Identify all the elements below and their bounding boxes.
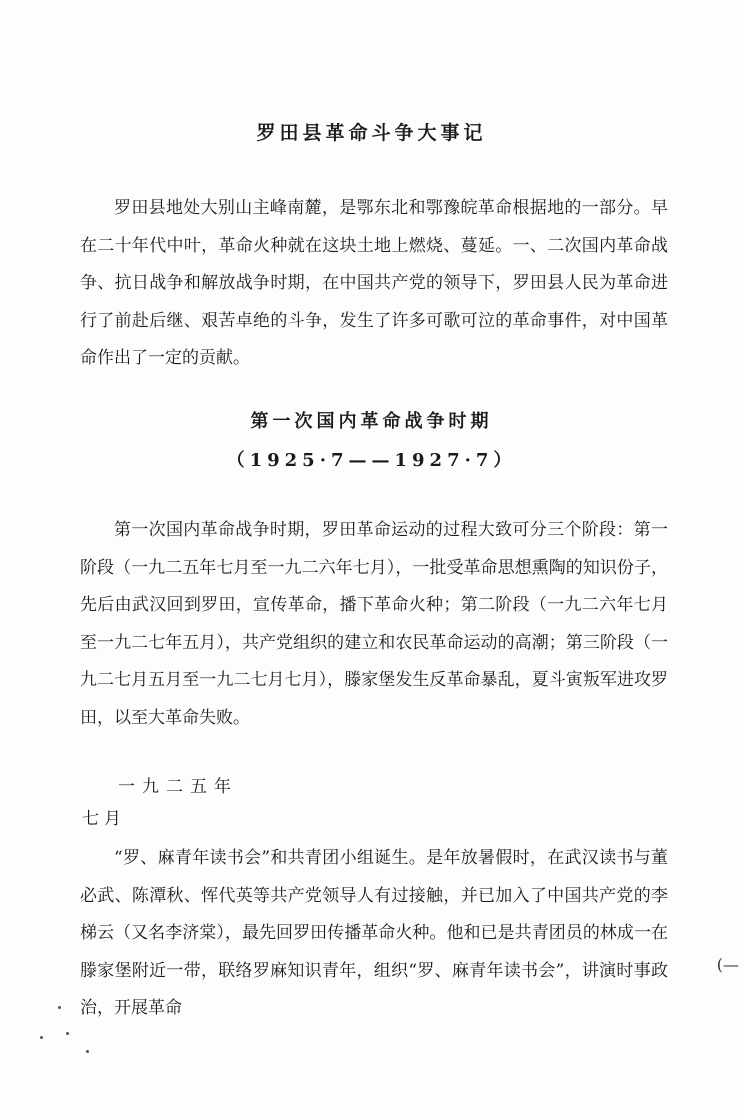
intro-paragraph: 罗田县地处大别山主峰南麓，是鄂东北和鄂豫皖革命根据地的一部分。早在二十年代中叶，革命火种就在这块土地上燃烧、蔓延。一、二次国内革命战争、抗日战争和解放战争时期，在中国共产党的领导下，罗田县人民为革命进行了前赴后继、艰苦卓绝的斗争，发生了许多可歌可泣的革命事件，对中国革命作出了一定的贡献。 — [80, 198, 668, 368]
scan-speck — [40, 1036, 43, 1039]
scan-speck — [58, 1006, 61, 1009]
margin-mark: (— — [716, 955, 739, 974]
section-title: 第一次国内革命战争时期 — [250, 411, 493, 432]
scan-speck — [86, 1050, 89, 1053]
event-paragraph: “罗、麻青年读书会”和共青团小组诞生。是年放暑假时，在武汉读书与董必武、陈潭秋、恽代英等共产党领导人有过接触，并已加入了中国共产党的李梯云（又名李济棠），最先回罗田传播革命火种。他和已是共青团员的林成一在滕家堡附近一带，联络罗麻知识青年，组织“罗、麻青年读书会”，讲演时事政治，开展革命 — [80, 848, 668, 1018]
month-heading: 七月 — [82, 809, 126, 829]
section-period: （1925·7——1927·7） — [226, 450, 517, 471]
document-title: 罗田县革命斗争大事记 — [256, 122, 487, 144]
stages-paragraph: 第一次国内革命战争时期，罗田革命运动的过程大致可分三个阶段：第一阶段（一九二五年七月至一九二六年七月），一批受革命思想熏陶的知识份子，先后由武汉回到罗田，宣传革命，播下革命火种；第二阶段（一九二六年七月至一九二七年五月），共产党组织的建立和农民革命运动的高潮；第三阶段（一九二七月五月至一九二七月七月），滕家堡发生反革命暴乱，夏斗寅叛军进攻罗田，以至大革命失败。 — [80, 520, 668, 728]
year-heading: 一九二五年 — [118, 777, 238, 797]
scan-speck — [66, 1032, 69, 1035]
